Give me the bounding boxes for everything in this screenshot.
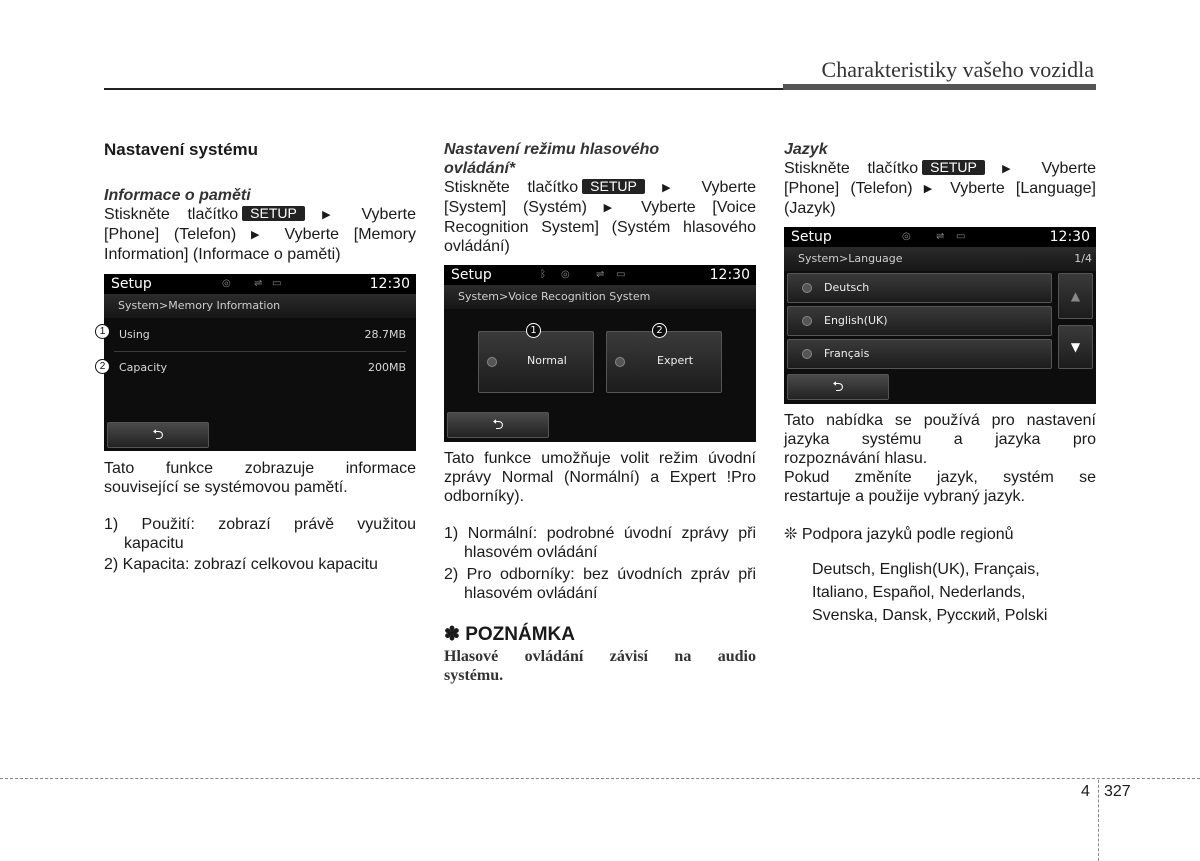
- radio-indicator: [802, 316, 812, 326]
- screen-status-bar: [444, 265, 756, 285]
- arrow-right-icon: ▶: [923, 183, 939, 195]
- subsection-heading-continued: ovládání*: [444, 160, 516, 177]
- option-label: English(UK): [824, 314, 888, 327]
- normal-mode-option[interactable]: [478, 331, 594, 393]
- row-divider: [114, 351, 406, 352]
- back-arrow-icon: ⮌: [152, 427, 164, 443]
- instruction-line: Information] (Informace o paměti): [104, 246, 341, 263]
- list-item-continued: kapacitu: [124, 535, 184, 552]
- option-label: Expert: [657, 354, 694, 367]
- screen-breadcrumb: System>Voice Recognition System: [444, 285, 756, 309]
- list-item: 1) Použití: zobrazí právě využitou: [104, 516, 416, 533]
- screen-title: Setup: [791, 229, 832, 245]
- arrow-up-icon: ▲: [1070, 289, 1081, 303]
- radio-indicator: [802, 349, 812, 359]
- back-button[interactable]: [107, 422, 209, 448]
- instruction-line: Stiskněte tlačítko SETUP ▶ Vyberte: [784, 159, 1096, 177]
- disc-icon: ◎: [222, 278, 231, 289]
- instruction-line: [System] (Systém) ▶ Vyberte [Voice: [444, 199, 756, 216]
- voice-description: Tato funkce umožňuje volit režim úvodní zprávy Normal (Normální) a Expert !Pro odborníky). 1) Normální: podrobné úvodní zprávy při hlasovém ovládání 2) Pro odborníky: bez úvodních zpráv při hlasovém ovládání ✽ POZNÁMKA Hlasové ovládání závisí na audio systému.: [444, 450, 756, 684]
- back-arrow-icon: ⮌: [832, 379, 844, 395]
- option-label: Deutsch: [824, 281, 870, 294]
- language-option-english[interactable]: [787, 306, 1052, 336]
- section-heading: Nastavení systému: [104, 140, 259, 159]
- screen-clock: 12:30: [709, 267, 750, 283]
- arrow-right-icon: ▶: [988, 163, 1024, 175]
- capacity-value: 200MB: [367, 361, 406, 374]
- screen-clock: 12:30: [369, 276, 410, 292]
- aux-icon: ▭: [272, 278, 282, 289]
- callout-2: 2: [95, 359, 110, 374]
- instruction-line: ovládání): [444, 238, 510, 255]
- scroll-up-button[interactable]: [1058, 273, 1093, 319]
- column-language: [784, 140, 1096, 218]
- arrow-right-icon: ▶: [308, 209, 344, 221]
- instruction-line: Stiskněte tlačítko SETUP ▶ Vyberte: [104, 205, 416, 223]
- arrow-right-icon: ▶: [250, 229, 270, 241]
- setup-key-label: SETUP: [242, 206, 305, 221]
- expert-mode-option[interactable]: [606, 331, 722, 393]
- bluetooth-icon: ᛒ: [540, 269, 546, 280]
- language-option-francais[interactable]: [787, 339, 1052, 369]
- instruction-line: Recognition System] (Systém hlasového: [444, 219, 756, 236]
- usb-icon: ⇌: [596, 269, 605, 280]
- footer-divider: [0, 778, 1200, 779]
- subsection-heading: Nastavení režimu hlasového: [444, 141, 660, 158]
- language-screen: [784, 227, 1096, 404]
- footer-vertical-divider: [1098, 780, 1099, 861]
- memory-info-screen: [104, 274, 416, 451]
- note-text: systému.: [444, 667, 504, 684]
- subsection-heading: Informace o paměti: [104, 187, 251, 204]
- arrow-down-icon: ▼: [1070, 340, 1081, 354]
- back-arrow-icon: ⮌: [492, 417, 504, 433]
- column-memory-info: [104, 140, 416, 264]
- list-item: 1) Normální: podrobné úvodní zprávy při: [444, 525, 756, 542]
- screen-status-bar: [784, 227, 1096, 247]
- header-rule-accent: [783, 84, 1096, 90]
- usb-icon: ⇌: [936, 231, 945, 242]
- callout-2: 2: [652, 323, 667, 338]
- arrow-right-icon: ▶: [603, 202, 625, 214]
- screen-title: Setup: [111, 276, 152, 292]
- using-value: 28.7MB: [364, 328, 406, 341]
- arrow-right-icon: ▶: [648, 182, 684, 194]
- language-option-deutsch[interactable]: [787, 273, 1052, 303]
- screen-status-bar: [104, 274, 416, 294]
- memory-description: Tato funkce zobrazuje informace související se systémovou pamětí. 1) Použití: zobrazí právě využitou kapacitu 2) Kapacita: zobrazí celkovou kapacitu: [104, 460, 416, 573]
- aux-icon: ▭: [956, 231, 966, 242]
- list-item-continued: hlasovém ovládání: [464, 585, 598, 602]
- subsection-heading: Jazyk: [784, 141, 828, 158]
- screen-breadcrumb: System>Memory Information: [104, 294, 416, 318]
- callout-1: 1: [95, 324, 110, 339]
- list-item-continued: hlasovém ovládání: [464, 544, 598, 561]
- option-label: Français: [824, 347, 870, 360]
- disc-icon: ◎: [902, 231, 911, 242]
- using-label: Using: [119, 328, 150, 341]
- language-list: Deutsch, English(UK), Français,: [812, 561, 1040, 578]
- page-number: 327: [1104, 783, 1131, 800]
- callout-1: 1: [526, 323, 541, 338]
- capacity-label: Capacity: [119, 361, 168, 374]
- language-description: Tato nabídka se používá pro nastavení jazyka systému a jazyka pro rozpoznávání hlasu. Pokud změníte jazyk, systém se restartuje a použije vybraný jazyk. ❊ Podpora jazyků podle regionů Deutsch, English(UK), Français, Italiano, Español, Nederlands, Svenska, Dansk, Русский, Polski: [784, 411, 1096, 627]
- note-title: ✽ POZNÁMKA: [444, 624, 575, 645]
- screen-clock: 12:30: [1049, 229, 1090, 245]
- language-list: Svenska, Dansk, Русский, Polski: [812, 607, 1048, 624]
- screen-title: Setup: [451, 267, 492, 283]
- setup-key-label: SETUP: [922, 160, 985, 175]
- list-item: 2) Kapacita: zobrazí celkovou kapacitu: [104, 556, 378, 573]
- screen-breadcrumb: System>Language 1/4: [784, 247, 1096, 271]
- aux-icon: ▭: [616, 269, 626, 280]
- back-button[interactable]: [447, 412, 549, 438]
- instruction-line: Stiskněte tlačítko SETUP ▶ Vyberte: [444, 178, 756, 196]
- radio-indicator: [487, 357, 497, 367]
- scroll-down-button[interactable]: [1058, 325, 1093, 369]
- voice-recognition-screen: [444, 265, 756, 442]
- option-label: Normal: [527, 354, 567, 367]
- list-item: 2) Pro odborníky: bez úvodních zpráv při: [444, 566, 756, 583]
- chapter-number: 4: [1081, 783, 1090, 800]
- page-header-title: Charakteristiky vašeho vozidla: [821, 57, 1094, 82]
- usb-icon: ⇌: [254, 278, 263, 289]
- page-indicator: 1/4: [1074, 252, 1092, 265]
- instruction-line: [Phone] (Telefon) ▶ Vyberte [Memory: [104, 226, 417, 243]
- column-voice-recognition: [444, 140, 756, 256]
- language-list: Italiano, Español, Nederlands,: [812, 584, 1026, 601]
- radio-indicator: [802, 283, 812, 293]
- back-button[interactable]: [787, 374, 889, 400]
- instruction-line: (Jazyk): [784, 200, 836, 217]
- region-support-note: ❊ Podpora jazyků podle regionů: [784, 526, 1014, 543]
- setup-key-label: SETUP: [582, 179, 645, 194]
- instruction-line: [Phone] (Telefon) ▶ Vyberte [Language]: [784, 180, 1096, 197]
- radio-indicator: [615, 357, 625, 367]
- disc-icon: ◎: [561, 269, 570, 280]
- note-text: Hlasové ovládání závisí na audio: [444, 648, 756, 665]
